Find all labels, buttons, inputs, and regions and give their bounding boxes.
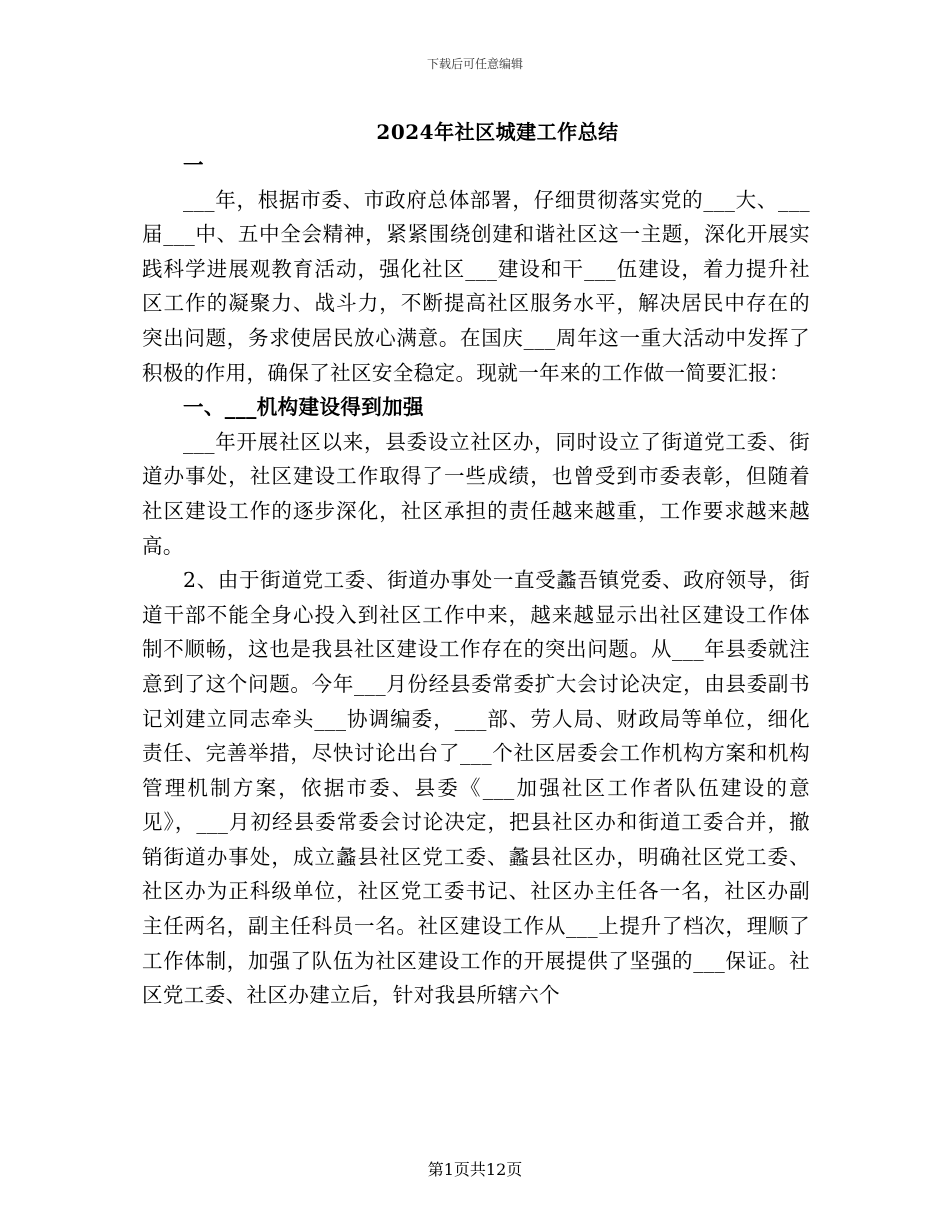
- paragraph-1: ___年开展社区以来，县委设立社区办，同时设立了街道党工委、街道办事处，社区建设工作取得了一些成绩，也曾受到市委表彰，但随着社区建设工作的逐步深化，社区承担的责任越来越重，工作要求越来越高。: [142, 429, 810, 558]
- document-title: 2024年社区城建工作总结: [376, 120, 619, 144]
- page-header-note: 下载后可任意编辑: [426, 57, 523, 71]
- paragraph-2: 2、由于街道党工委、街道办事处一直受蠡吾镇党委、政府领导，街道干部不能全身心投入到社区工作中来，越来越显示出社区建设工作体制不顺畅，这也是我县社区建设工作存在的突出问题。从___年县委就注意到了这个问题。今年___月份经县委常委扩大会讨论决定，由县委副书记刘建立同志牵头___协调编委，___部、劳人局、财政局等单位，细化责任、完善举措，尽快讨论出台了___个社区居委会工作机构方案和机构管理机制方案，依据市委、县委《___加强社区工作者队伍建设的意见》，___月初经县委常委会讨论决定，把县社区办和街道工委合并，撤销街道办事处，成立蠡县社区党工委、蠡县社区办，明确社区党工委、社区办为正科级单位，社区党工委书记、社区办主任各一名，社区办副主任两名，副主任科员一名。社区建设工作从___上提升了档次，理顺了工作体制，加强了队伍为社区建设工作的开展提供了坚强的___保证。社区党工委、社区办建立后，针对我县所辖六个: [142, 568, 810, 1008]
- page-number-footer: 第1页共12页: [427, 1160, 523, 1179]
- paragraph-intro: ___年，根据市委、市政府总体部署，仔细贯彻落实党的___大、___届___中、五中全会精神，紧紧围绕创建和谐社区这一主题，深化开展实践科学进展观教育活动，强化社区___建设和干___伍建设，着力提升社区工作的凝聚力、战斗力，不断提高社区服务水平，解决居民中存在的突出问题，务求使居民放心满意。在国庆___周年这一重大活动中发挥了积极的作用，确保了社区安全稳定。现就一年来的工作做一简要汇报：: [142, 187, 810, 385]
- section-marker: 一: [183, 153, 204, 177]
- document-body: [142, 148, 810, 1013]
- section-heading-1: 一、___机构建设得到加强: [183, 395, 424, 420]
